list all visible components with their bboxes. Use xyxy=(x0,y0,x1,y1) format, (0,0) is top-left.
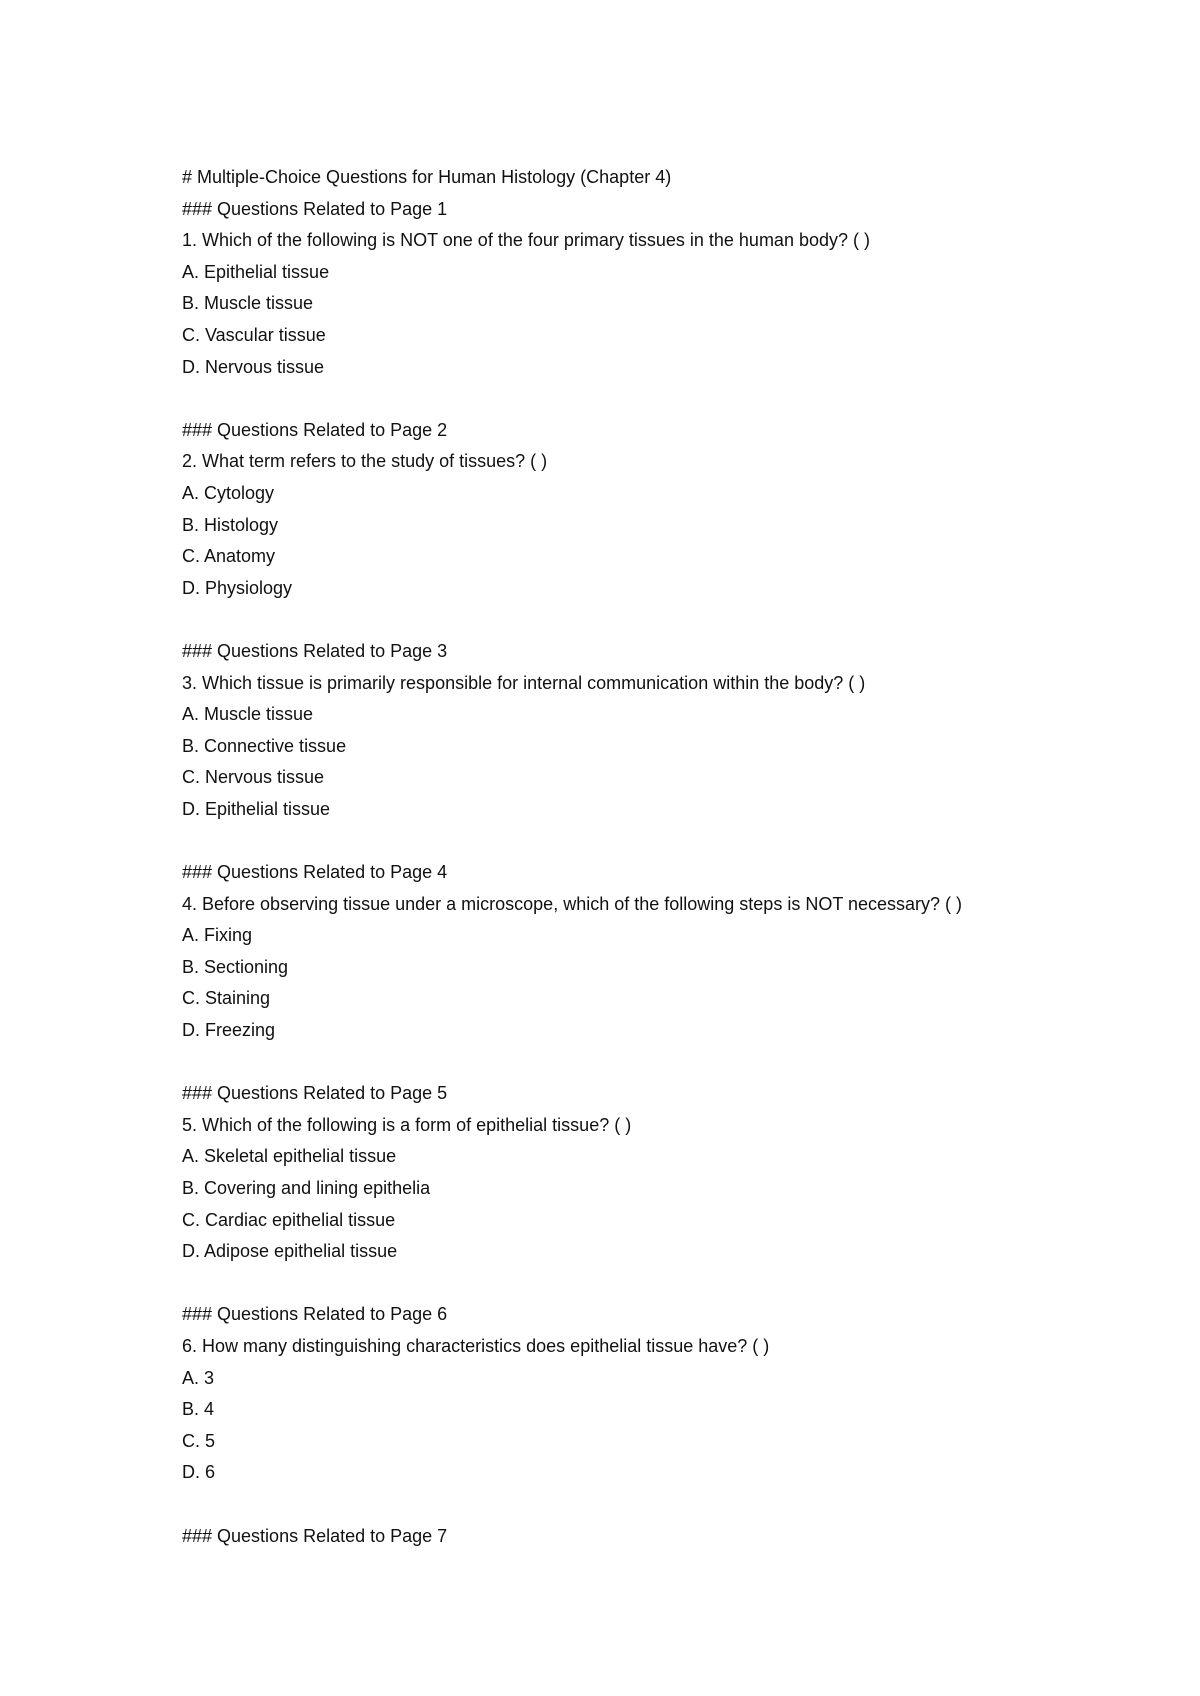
answer-option: C. Staining xyxy=(182,988,271,1009)
answer-option: C. Vascular tissue xyxy=(182,324,326,345)
answer-option: C. Cardiac epithelial tissue xyxy=(182,1209,396,1230)
paragraph-spacer xyxy=(182,1047,1082,1079)
answer-option: D. Freezing xyxy=(182,1020,276,1041)
section-heading: ### Questions Related to Page 4 xyxy=(182,862,448,883)
section-heading: ### Questions Related to Page 3 xyxy=(182,640,448,661)
paragraph-spacer xyxy=(182,1489,1082,1521)
answer-option: D. Adipose epithelial tissue xyxy=(182,1241,398,1262)
question-text: 3. Which tissue is primarily responsible for internal communication within the body? ( ) xyxy=(182,672,866,693)
answer-option: A. Epithelial tissue xyxy=(182,261,330,282)
answer-option: A. Fixing xyxy=(182,925,253,946)
paragraph-spacer xyxy=(182,1268,1082,1300)
answer-option: D. Nervous tissue xyxy=(182,356,325,377)
answer-option: B. 4 xyxy=(182,1399,215,1420)
answer-option: D. 6 xyxy=(182,1462,216,1483)
document-title: # Multiple-Choice Questions for Human Histology (Chapter 4) xyxy=(182,167,672,187)
paragraph-spacer xyxy=(182,825,1082,857)
answer-option: B. Sectioning xyxy=(182,956,289,977)
answer-option: C. Nervous tissue xyxy=(182,767,325,788)
answer-option: D. Epithelial tissue xyxy=(182,798,331,819)
section-heading: ### Questions Related to Page 5 xyxy=(182,1083,448,1104)
answer-option: B. Connective tissue xyxy=(182,735,347,756)
answer-option: A. Skeletal epithelial tissue xyxy=(182,1146,397,1167)
answer-option: D. Physiology xyxy=(182,577,293,598)
section-heading: ### Questions Related to Page 7 xyxy=(182,1525,448,1546)
answer-option: A. Muscle tissue xyxy=(182,704,314,725)
answer-option: B. Covering and lining epithelia xyxy=(182,1178,431,1198)
paragraph-spacer xyxy=(182,604,1082,636)
document-body xyxy=(182,162,1082,1552)
section-heading: ### Questions Related to Page 6 xyxy=(182,1304,448,1325)
answer-option: B. Histology xyxy=(182,514,279,535)
question-text: 1. Which of the following is NOT one of the four primary tissues in the human body? ( ) xyxy=(182,230,870,251)
question-text: 5. Which of the following is a form of epithelial tissue? ( ) xyxy=(182,1114,632,1135)
question-text: 4. Before observing tissue under a microscope, which of the following steps is NOT necessary? ( ) xyxy=(182,893,963,914)
answer-option: B. Muscle tissue xyxy=(182,293,314,314)
answer-option: C. 5 xyxy=(182,1430,216,1451)
answer-option: A. Cytology xyxy=(182,482,275,503)
paragraph-spacer xyxy=(182,383,1082,415)
answer-option: A. 3 xyxy=(182,1367,215,1388)
question-text: 6. How many distinguishing characteristics does epithelial tissue have? ( ) xyxy=(182,1335,770,1356)
section-heading: ### Questions Related to Page 1 xyxy=(182,198,448,219)
section-heading: ### Questions Related to Page 2 xyxy=(182,419,448,440)
question-text: 2. What term refers to the study of tissues? ( ) xyxy=(182,451,548,472)
answer-option: C. Anatomy xyxy=(182,546,276,567)
